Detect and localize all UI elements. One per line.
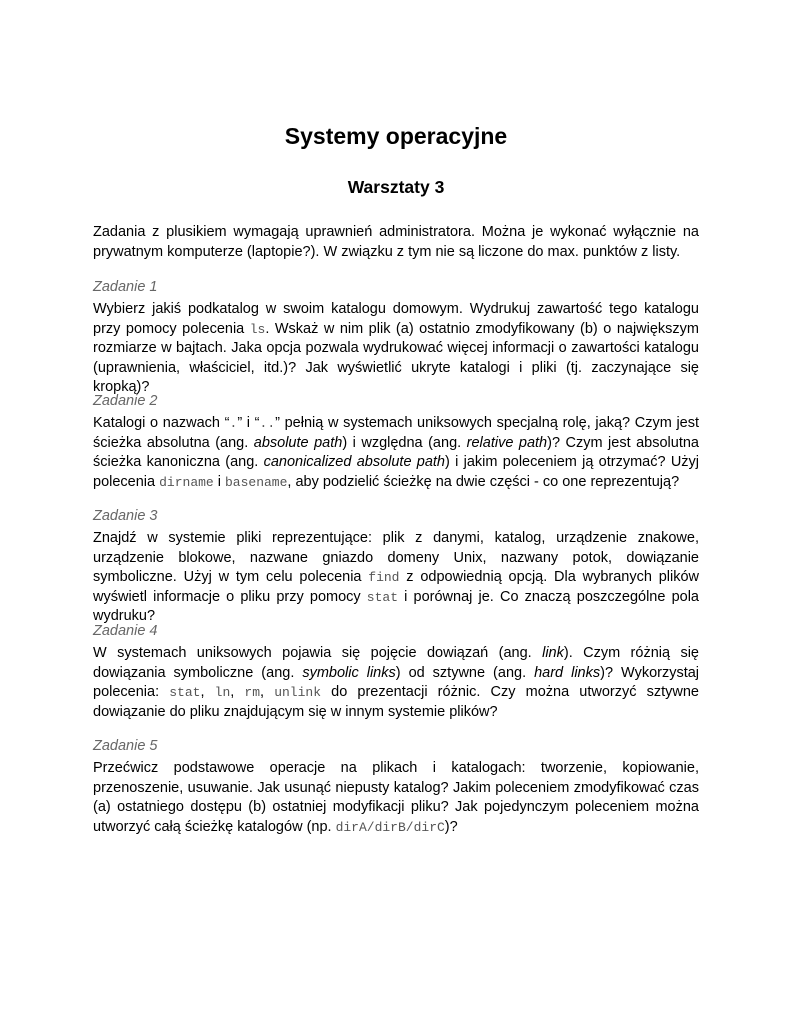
text-segment: )? Czym jest absolutna ścieżka kanoniczna (ang.: [93, 434, 699, 471]
command-dirname: dirname: [159, 474, 214, 490]
text-segment: ,: [230, 684, 245, 701]
command-basename: basename: [225, 474, 288, 490]
text-segment: ” i “: [237, 415, 260, 431]
text-segment: W systemach uniksowych pojawia się pojęcie dowiązań (ang.: [93, 645, 543, 661]
text-segment: )? Wykorzystaj polecenia:: [93, 664, 700, 701]
intro-paragraph: Zadania z plusikiem wymagają uprawnień administratora. Można je wykonać wyłącznie na prywatnym komputerze (laptopie?). W związku z tym nie są liczone do max. punktów z listy.: [93, 224, 699, 260]
task-4-heading: Zadanie 4: [93, 623, 158, 639]
document-title: Systemy operacyjne: [284, 123, 508, 149]
task-5-heading: Zadanie 5: [93, 738, 158, 754]
text-segment: z odpowiednią opcją. Dla wybranych plików wyświetl informacje o pliku przy pomocy: [93, 569, 699, 605]
task-5-body: [93, 759, 699, 837]
task-1-heading: Zadanie 1: [93, 279, 158, 295]
command-unlink: unlink: [274, 685, 322, 701]
text-segment: ). Czym różnią się dowiązania symboliczne (ang.: [93, 645, 699, 681]
text-segment: ,: [260, 684, 275, 701]
command-find: find: [368, 570, 400, 586]
document-subtitle: Warsztaty 3: [347, 177, 445, 197]
command-path-example: dirA/dirB/dirC: [335, 819, 445, 835]
task-1-body: [93, 300, 699, 398]
text-segment: )?: [444, 818, 458, 835]
text-segment: Katalogi o nazwach “: [93, 415, 230, 431]
task-3-heading: Zadanie 3: [93, 508, 158, 524]
text-segment: , aby podzielić ścieżkę na dwie części - co one reprezentują?: [287, 473, 680, 490]
text-segment: ) od sztywne (ang.: [395, 664, 535, 681]
task-1: [93, 278, 699, 398]
task-2-heading: Zadanie 2: [93, 393, 158, 409]
task-5: [93, 737, 699, 837]
task-3-body: [93, 529, 699, 627]
task-2: [93, 392, 699, 492]
command-dot: .: [229, 416, 238, 431]
text-segment: . Wskaż w nim plik (a) ostatnio zmodyfikowany (b) o największym rozmiarze w bajtach. Jaka opcja pozwala wydrukować więcej informacji o zawartości katalogu (uprawnienia, właściciel, itd.)? Jak wyświetlić ukryte katalogi i pliki (tj. zaczynające się kropką)?: [93, 320, 700, 396]
text-segment: do prezentacji różnic. Czy można utworzyć sztywne dowiązanie do pliku znajdującym się w innym systemie plików?: [93, 684, 699, 720]
term-relative-path: relative path: [466, 434, 548, 451]
command-rm: rm: [244, 685, 261, 701]
term-link: link: [542, 645, 564, 661]
text-segment: Wybierz jakiś podkatalog w swoim katalogu domowym. Wydrukuj zawartość tego katalogu przy pomocy polecenia: [93, 301, 699, 337]
command-stat: stat: [366, 589, 399, 605]
text-segment: ) i jakim poleceniem ją otrzymać? Użyj polecenia: [93, 454, 700, 490]
text-segment: ,: [200, 684, 215, 701]
command-stat: stat: [169, 685, 201, 701]
text-segment: i: [213, 473, 225, 490]
command-ln: ln: [214, 685, 231, 701]
intro-section: [93, 223, 699, 262]
task-4-body: [93, 644, 699, 722]
command-ls: ls: [249, 321, 266, 337]
term-canonicalized-path: canonicalized absolute path: [263, 454, 446, 471]
text-segment: ” pełnią w systemach uniksowych specjalną rolę, jaką? Czym jest ścieżka absolutna (ang.: [93, 415, 700, 451]
term-hard-links: hard links: [534, 664, 601, 681]
task-4: [93, 622, 699, 722]
text-segment: ) i względna (ang.: [342, 434, 467, 451]
text-segment: i porównaj je. Co znaczą poszczególne pola wydruku?: [93, 588, 699, 625]
text-segment: Znajdź w systemie pliki reprezentujące: plik z danymi, katalog, urządzenie znakowe, urządzenie blokowe, nazwane gniazdo domeny Unix, nazwany potok, dowiązanie symboliczne. Użyj w tym celu polecenia: [93, 530, 699, 586]
task-3: [93, 507, 699, 627]
command-dotdot: ..: [259, 416, 276, 431]
term-symbolic-links: symbolic links: [302, 664, 396, 681]
term-absolute-path: absolute path: [253, 434, 343, 451]
task-2-body: [93, 414, 699, 492]
text-segment: Przećwicz podstawowe operacje na plikach i katalogach: tworzenie, kopiowanie, przenoszenie, usuwanie. Jak usunąć niepusty katalog? Jakim poleceniem zmodyfikować czas (a) ostatniego dostępu (b) ostatniej modyfikacji pliku? Jak pojedynczym poleceniem można utworzyć całą ścieżkę katalogów (np.: [93, 760, 699, 835]
